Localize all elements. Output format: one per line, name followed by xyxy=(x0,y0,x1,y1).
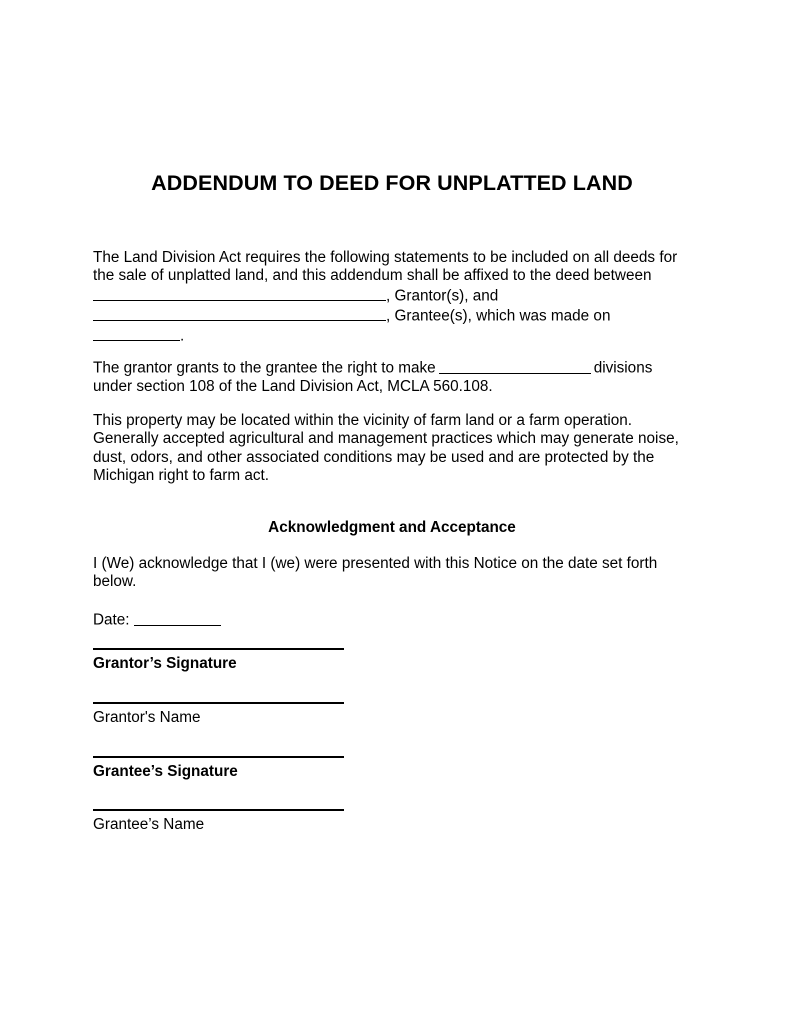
grantee-name-line[interactable] xyxy=(93,809,344,811)
grantee-signature-line[interactable] xyxy=(93,756,344,758)
date-label: Date: xyxy=(93,611,130,629)
acknowledgment-heading: Acknowledgment and Acceptance xyxy=(268,519,516,536)
grantor-name-block xyxy=(93,702,344,727)
grantee-signature-block xyxy=(93,756,344,781)
date-row xyxy=(93,610,221,630)
paragraph-1-line-2: the sale of unplatted land, and this addendum shall be affixed to the deed between xyxy=(93,267,652,285)
paragraph-acknowledgment: I (We) acknowledge that I (we) were presented with this Notice on the date set forth below. xyxy=(93,555,658,591)
grantor-name-label: Grantor's Name xyxy=(93,709,201,726)
divisions-count-blank[interactable] xyxy=(439,358,591,374)
paragraph-2-line-2: under section 108 of the Land Division Act, MCLA 560.108. xyxy=(93,377,493,395)
paragraph-1-after-blank-3: . xyxy=(180,327,185,345)
paragraph-1-after-blank-2: , Grantee(s), which was made on xyxy=(386,307,611,325)
grantee-name-label: Grantee’s Name xyxy=(93,816,205,833)
page-title: ADDENDUM TO DEED FOR UNPLATTED LAND xyxy=(151,171,633,195)
paragraph-2-before-blank: The grantor grants to the grantee the right to make xyxy=(93,359,436,377)
grantee-name-block xyxy=(93,809,344,834)
deed-date-blank[interactable] xyxy=(93,326,180,342)
grantor-signature-line[interactable] xyxy=(93,648,344,650)
date-input-blank[interactable] xyxy=(134,610,221,626)
grantor-signature-label: Grantor’s Signature xyxy=(93,655,237,672)
paragraph-farm-notice: This property may be located within the vicinity of farm land or a farm operation. Generally accepted agricultural and management practices which may generate noise, dust, odors, and other associated conditions may be used and are protected by the Michigan right to farm act. xyxy=(93,412,679,485)
grantor-signature-block xyxy=(93,648,344,673)
grantor-name-line[interactable] xyxy=(93,702,344,704)
paragraph-2-after-blank: divisions xyxy=(593,359,653,377)
paragraph-1-after-blank-1: , Grantor(s), and xyxy=(386,287,499,305)
paragraph-divisions xyxy=(93,358,691,396)
grantee-name-blank[interactable] xyxy=(93,306,386,322)
grantor-name-blank[interactable] xyxy=(93,286,386,302)
paragraph-1-line-1: The Land Division Act requires the following statements to be included on all deeds for xyxy=(93,249,678,266)
grantee-signature-label: Grantee’s Signature xyxy=(93,763,238,780)
paragraph-land-division-act xyxy=(93,249,691,346)
